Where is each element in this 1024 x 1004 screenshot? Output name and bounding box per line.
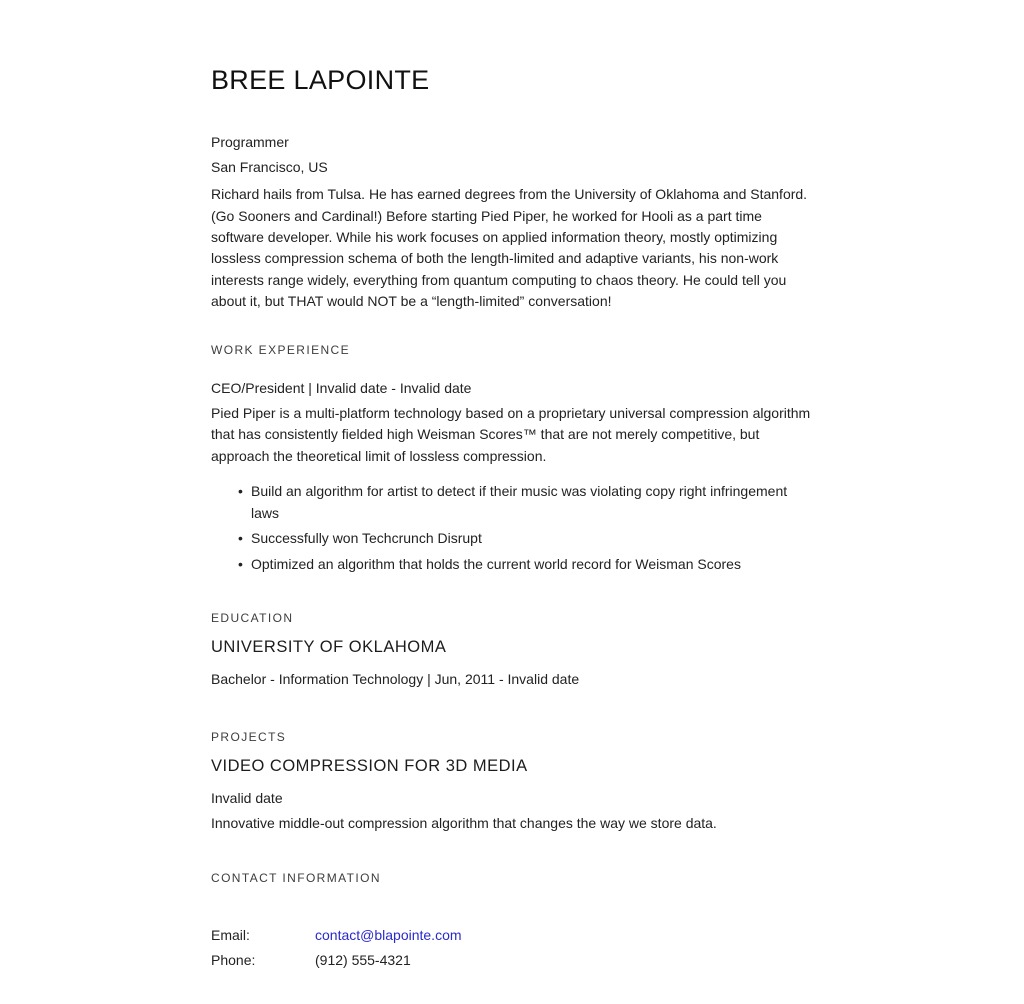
location-text: San Francisco, US — [211, 159, 328, 176]
project-name: VIDEO COMPRESSION FOR 3D MEDIA — [211, 757, 528, 776]
job-title-line: CEO/President | Invalid date - Invalid date — [211, 380, 472, 397]
list-item: • Build an algorithm for artist to detect if their music was violating copy right infringement laws — [238, 481, 811, 524]
page-title: BREE LAPOINTE — [211, 65, 430, 95]
bio-paragraph: Richard hails from Tulsa. He has earned degrees from the University of Oklahoma and Stanford. (Go Sooners and Cardinal!) Before starting Pied Piper, he worked for Hooli as a part time software developer. While his work focuses on applied information theory, mostly optimizing lossless compression schema of both the length-limited and adaptive variants, his non-work interests range widely, everything from quantum computing to chaos theory. He could tell you about it, but THAT would NOT be a “length-limited” conversation! — [211, 186, 808, 309]
email-label: Email: — [211, 927, 250, 944]
email-link[interactable]: contact@blapointe.com — [315, 927, 462, 944]
list-item: • Successfully won Techcrunch Disrupt — [238, 528, 811, 550]
section-title-contact-information: CONTACT INFORMATION — [211, 871, 381, 886]
list-item: • Optimized an algorithm that holds the current world record for Weisman Scores — [238, 554, 811, 576]
section-title-education: EDUCATION — [211, 611, 294, 626]
contact-row-email — [211, 923, 811, 948]
project-date-line: Invalid date — [211, 790, 283, 807]
education-degree-line: Bachelor - Information Technology | Jun, 2011 - Invalid date — [211, 671, 580, 688]
section-title-projects: PROJECTS — [211, 730, 287, 745]
contact-rows — [211, 923, 811, 973]
contact-row-phone — [211, 948, 811, 973]
section-title-work-experience: WORK EXPERIENCE — [211, 343, 351, 358]
job-description: Pied Piper is a multi-platform technology based on a proprietary universal compression algorithm that has consistently fielded high Weisman Scores™ that are not merely competitive, but approach the theoretical limit of lossless compression. — [211, 405, 811, 464]
phone-value: (912) 555-4321 — [315, 952, 411, 969]
education-school-name: UNIVERSITY OF OKLAHOMA — [211, 638, 447, 657]
resume-document — [211, 66, 811, 973]
project-description: Innovative middle-out compression algorithm that changes the way we store data. — [211, 815, 717, 832]
job-bullet-list — [238, 481, 811, 575]
phone-label: Phone: — [211, 952, 256, 969]
role-text: Programmer — [211, 134, 289, 151]
